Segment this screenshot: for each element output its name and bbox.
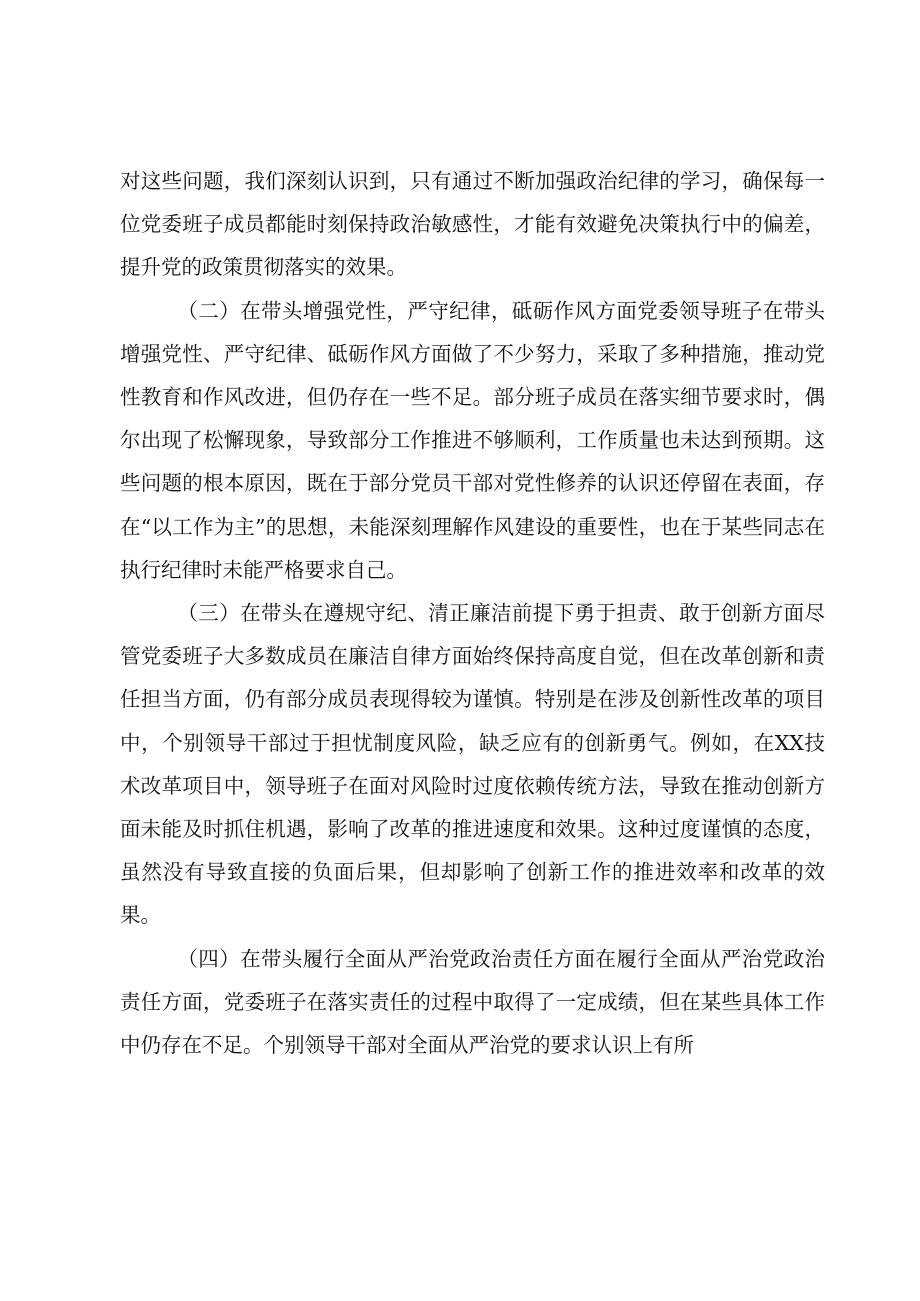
paragraph-section-3: （三）在带头在遵规守纪、清正廉洁前提下勇于担责、敢于创新方面尽管党委班子大多数成员在廉洁自律方面始终保持高度自觉，但在改革创新和责任担当方面，仍有部分成员表现得较为谨慎。特别是在涉及创新性改革的项目中，个别领导干部过于担忧制度风险，缺乏应有的创新勇气。例如，在XX技术改革项目中，领导班子在面对风险时过度依赖传统方法，导致在推动创新方面未能及时抓住机遇，影响了改革的推进速度和效果。这种过度谨慎的态度，虽然没有导致直接的负面后果，但却影响了创新工作的推进效率和改革的效果。 [120, 601, 825, 928]
document-body [120, 160, 825, 1067]
paragraph-section-4: （四）在带头履行全面从严治党政治责任方面在履行全面从严治党政治责任方面，党委班子在落实责任的过程中取得了一定成绩，但在某些具体工作中仍存在不足。个别领导干部对全面从严治党的要求认识上有所 [120, 946, 825, 1058]
paragraph-intro: 对这些问题，我们深刻认识到，只有通过不断加强政治纪律的学习，确保每一位党委班子成员都能时刻保持政治敏感性，才能有效避免决策执行中的偏差，提升党的政策贯彻落实的效果。 [120, 169, 825, 280]
paragraph-section-2: （二）在带头增强党性，严守纪律，砥砺作风方面党委领导班子在带头增强党性、严守纪律、砥砺作风方面做了不少努力，采取了多种措施，推动党性教育和作风改进，但仍存在一些不足。部分班子成员在落实细节要求时，偶尔出现了松懈现象，导致部分工作推进不够顺利，工作质量也未达到预期。这些问题的根本原因，既在于部分党员干部对党性修养的认识还停留在表面，存在“以工作为主”的思想，未能深刻理解作风建设的重要性，也在于某些同志在执行纪律时未能严格要求自己。 [120, 298, 825, 582]
